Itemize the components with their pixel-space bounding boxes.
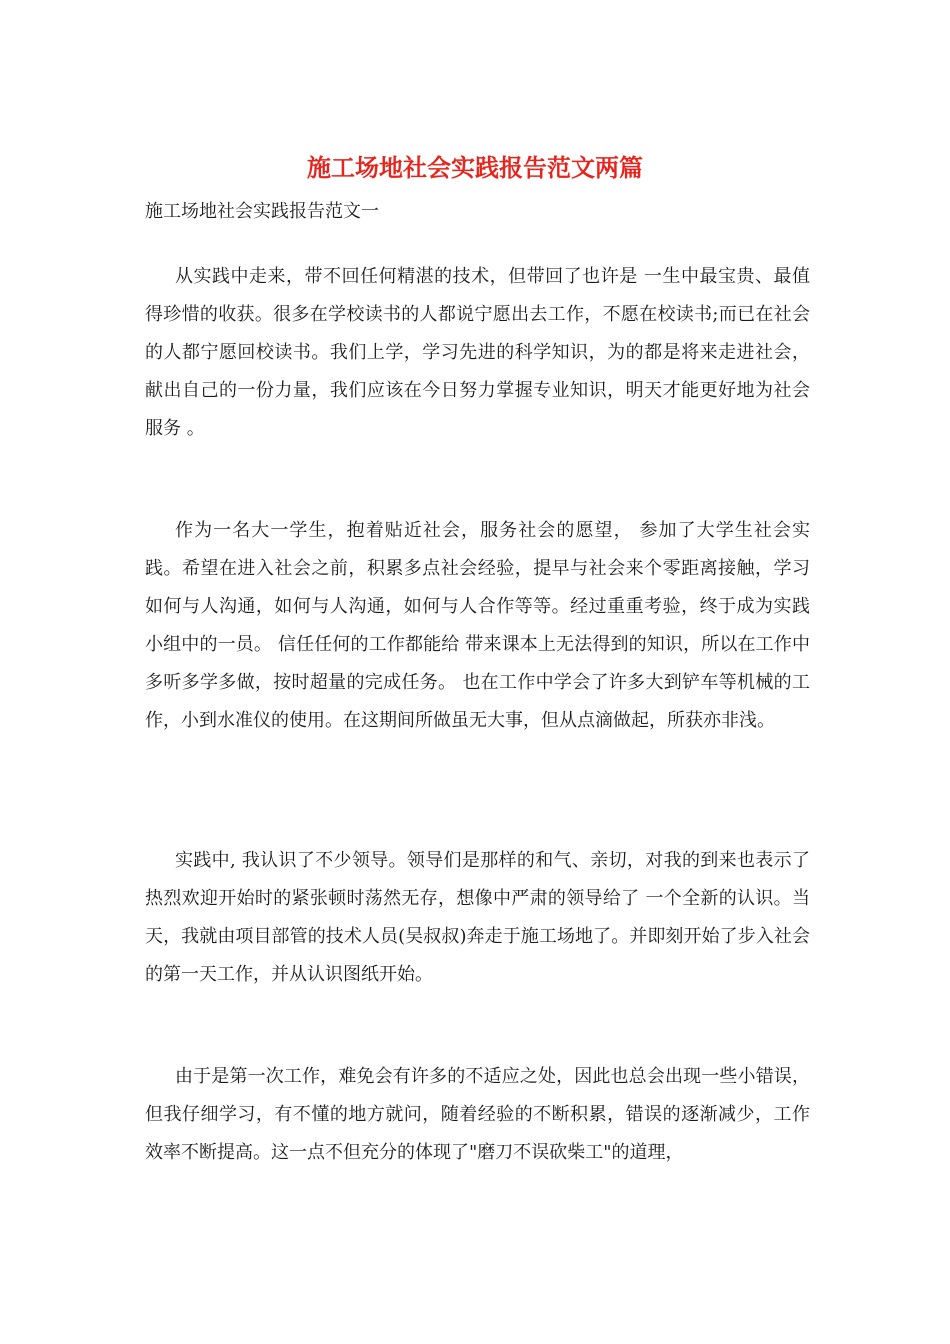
body-paragraph-4: 由于是第一次工作，难免会有许多的不适应之处，因此也总会出现一些小错误，但我仔细学习，有不懂的地方就问，随着经验的不断积累，错误的逐渐减少，工作效率不断提高。这一点不但充分的体现了"磨刀不误砍柴工"的道理， [145, 1066, 810, 1163]
body-paragraph-2: 作为一名大一学生，抱着贴近社会，服务社会的愿望， 参加了大学生社会实践。希望在进入社会之前，积累多点社会经验，提早与社会来个零距离接触，学习如何与人沟通，如何与人沟通，如何与人合作等等。经过重重考验，终于成为实践小组中的一员。 信任任何的工作都能给 带来课本上无法得到的知识，所以在工作中 多听多学多做，按时超量的完成任务。 也在工作中学会了许多大到铲车等机械的工作，小到水准仪的使用。在这期间所做虽无大事，但从点滴做起，所获亦非浅。 [145, 520, 810, 731]
body-paragraph-3: 实践中, 我认识了不少领导。领导们是那样的和气、亲切，对我的到来也表示了热烈欢迎开始时的紧张顿时荡然无存，想像中严肃的领导给了 一个全新的认识。当天，我就由项目部管的技术人员(吴叔叔)奔走于施工场地了。并即刻开始了步入社会的第一天工作，并从认识图纸开始。 [145, 850, 810, 985]
section-subtitle: 施工场地社会实践报告范文一 [145, 201, 379, 222]
document-title: 施工场地社会实践报告范文两篇 [307, 153, 643, 182]
body-paragraph-1: 从实践中走来，带不回任何精湛的技术，但带回了也许是 一生中最宝贵、最值得珍惜的收获。很多在学校读书的人都说宁愿出去工作，不愿在校读书;而已在社会的人都宁愿回校读书。我们上学，学习先进的科学知识，为的都是将来走进社会，献出自己的一份力量，我们应该在今日努力掌握专业知识，明天才能更好地为社会服务 。 [145, 266, 810, 439]
